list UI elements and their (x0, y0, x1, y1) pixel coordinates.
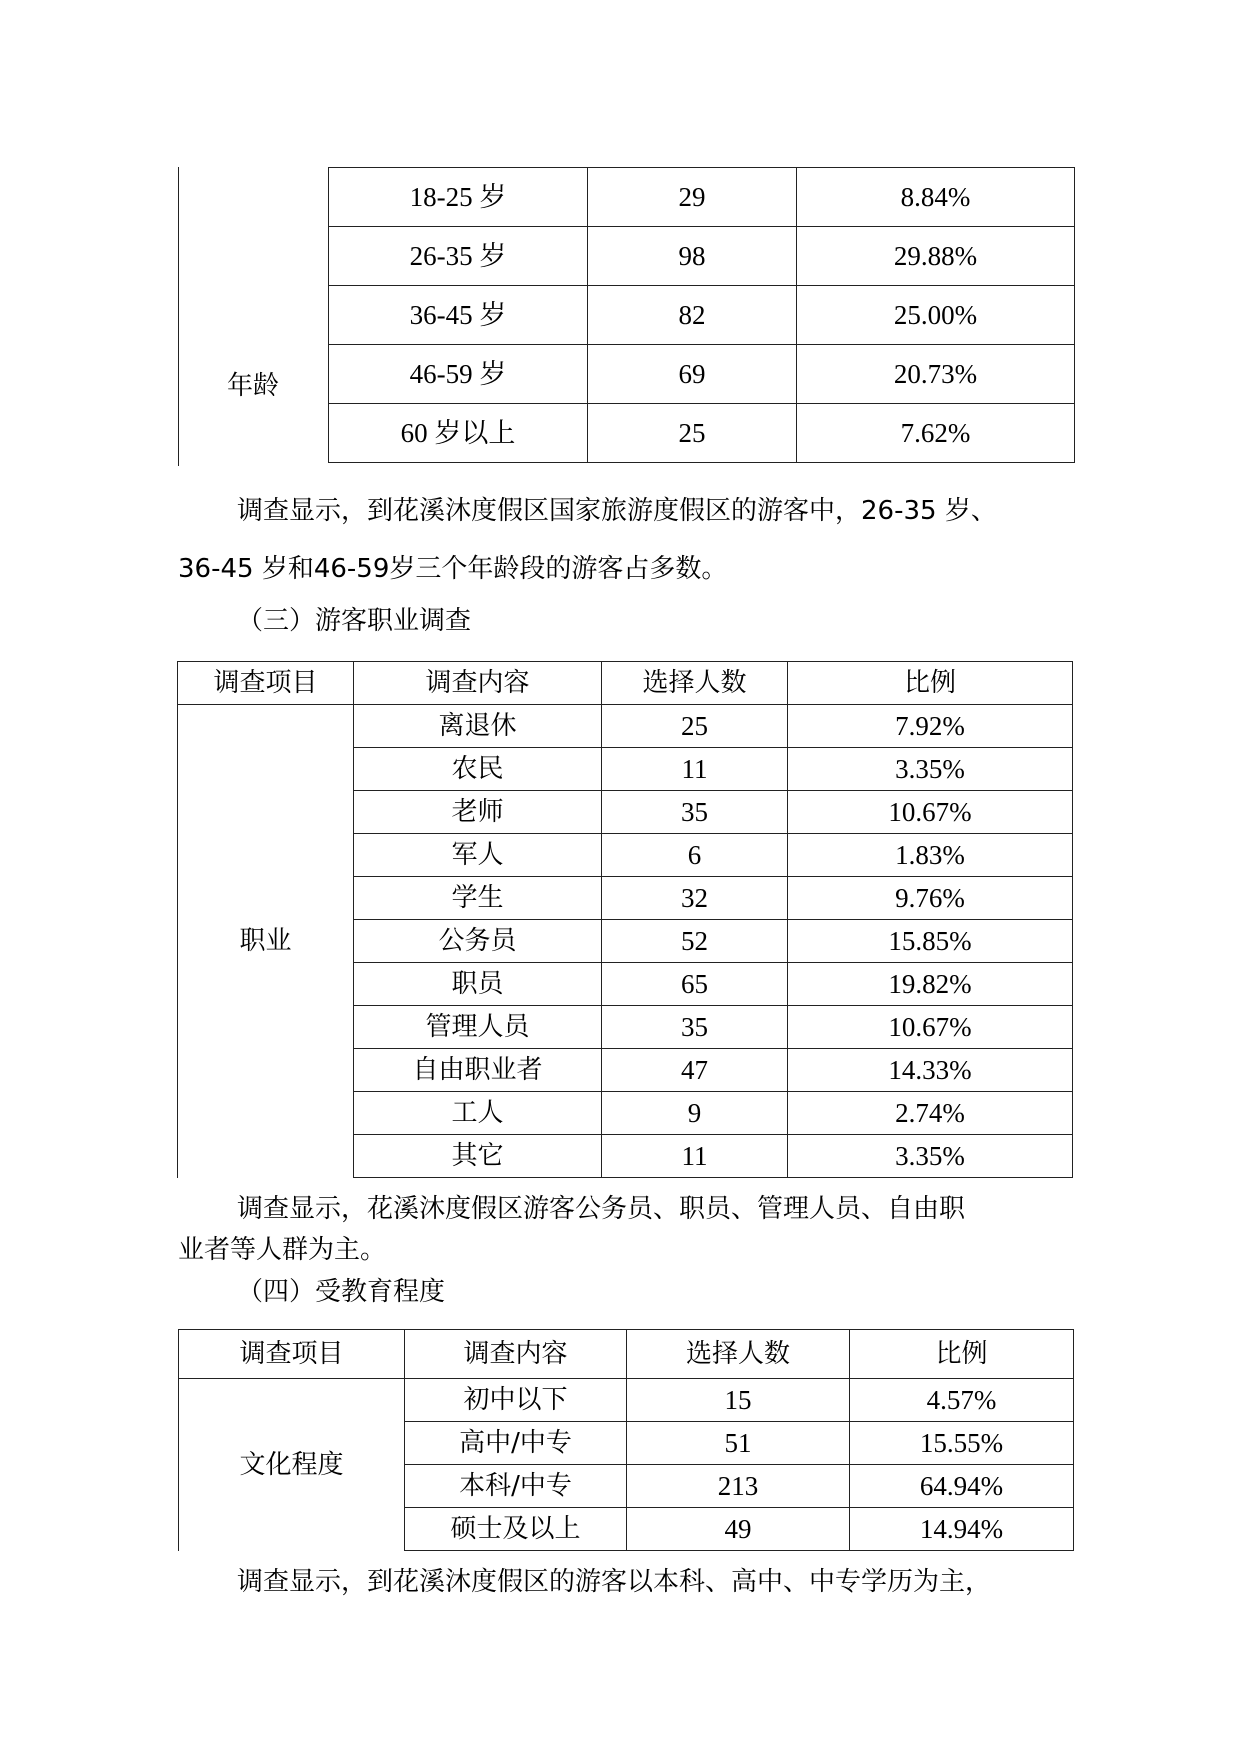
age-table (328, 167, 1075, 463)
ratio-cell: 3.35% (788, 748, 1073, 791)
count-cell: 69 (588, 345, 797, 404)
header-row (179, 1330, 1074, 1379)
age-range-cell: 18-25 岁 (329, 168, 588, 227)
ratio-cell: 64.94% (850, 1465, 1074, 1508)
content-cell: 学生 (354, 877, 602, 920)
content-cell: 公务员 (354, 920, 602, 963)
table-row (329, 168, 1075, 227)
ratio-cell: 9.76% (788, 877, 1073, 920)
content-cell: 本科/中专 (405, 1465, 627, 1508)
education-summary-line1: 调查显示，到花溪沐度假区的游客以本科、高中、中专学历为主， (237, 1567, 992, 1597)
column-header: 选择人数 (627, 1330, 850, 1379)
age-range-cell: 60 岁以上 (329, 404, 588, 463)
column-header: 调查项目 (179, 1330, 405, 1379)
count-cell: 35 (602, 1006, 788, 1049)
content-cell: 老师 (354, 791, 602, 834)
education-table (178, 1329, 1074, 1551)
count-cell: 25 (602, 705, 788, 748)
ratio-cell: 7.92% (788, 705, 1073, 748)
occupation-table (177, 661, 1073, 1178)
content-cell: 职员 (354, 963, 602, 1006)
count-cell: 11 (602, 1135, 788, 1178)
content-cell: 离退休 (354, 705, 602, 748)
count-cell: 82 (588, 286, 797, 345)
age-table-left-border (178, 167, 179, 466)
age-summary-line2: 36-45 岁和46-59岁三个年龄段的游客占多数。 (178, 554, 728, 584)
count-cell: 98 (588, 227, 797, 286)
table-row (329, 286, 1075, 345)
count-cell: 51 (627, 1422, 850, 1465)
column-header: 调查内容 (354, 662, 602, 705)
column-header: 调查项目 (178, 662, 354, 705)
category-cell: 文化程度 (179, 1379, 405, 1551)
ratio-cell: 4.57% (850, 1379, 1074, 1422)
ratio-cell: 8.84% (797, 168, 1075, 227)
column-header: 选择人数 (602, 662, 788, 705)
count-cell: 52 (602, 920, 788, 963)
column-header: 比例 (850, 1330, 1074, 1379)
column-header: 比例 (788, 662, 1073, 705)
age-category-label: 年龄 (226, 371, 279, 401)
content-cell: 军人 (354, 834, 602, 877)
ratio-cell: 10.67% (788, 791, 1073, 834)
count-cell: 213 (627, 1465, 850, 1508)
content-cell: 管理人员 (354, 1006, 602, 1049)
ratio-cell: 1.83% (788, 834, 1073, 877)
count-cell: 49 (627, 1508, 850, 1551)
age-summary-line1: 调查显示，到花溪沐度假区国家旅游度假区的游客中，26-35 岁、 (237, 496, 997, 526)
ratio-cell: 2.74% (788, 1092, 1073, 1135)
ratio-cell: 15.55% (850, 1422, 1074, 1465)
education-heading: （四）受教育程度 (237, 1277, 446, 1307)
content-cell: 初中以下 (405, 1379, 627, 1422)
ratio-cell: 20.73% (797, 345, 1075, 404)
content-cell: 工人 (354, 1092, 602, 1135)
table-row (179, 1379, 1074, 1422)
count-cell: 35 (602, 791, 788, 834)
ratio-cell: 25.00% (797, 286, 1075, 345)
count-cell: 47 (602, 1049, 788, 1092)
content-cell: 农民 (354, 748, 602, 791)
table-row (178, 705, 1073, 748)
count-cell: 15 (627, 1379, 850, 1422)
content-cell: 自由职业者 (354, 1049, 602, 1092)
table-row (329, 227, 1075, 286)
content-cell: 其它 (354, 1135, 602, 1178)
occupation-heading: （三）游客职业调查 (237, 606, 472, 636)
occupation-summary-line2: 业者等人群为主。 (178, 1235, 387, 1265)
ratio-cell: 14.33% (788, 1049, 1073, 1092)
content-cell: 高中/中专 (405, 1422, 627, 1465)
age-range-cell: 46-59 岁 (329, 345, 588, 404)
count-cell: 11 (602, 748, 788, 791)
content-cell: 硕士及以上 (405, 1508, 627, 1551)
table-row (329, 345, 1075, 404)
category-cell: 职业 (178, 705, 354, 1178)
ratio-cell: 10.67% (788, 1006, 1073, 1049)
ratio-cell: 29.88% (797, 227, 1075, 286)
ratio-cell: 14.94% (850, 1508, 1074, 1551)
column-header: 调查内容 (405, 1330, 627, 1379)
ratio-cell: 19.82% (788, 963, 1073, 1006)
occupation-summary-line1: 调查显示，花溪沐度假区游客公务员、职员、管理人员、自由职 (237, 1194, 966, 1224)
age-range-cell: 36-45 岁 (329, 286, 588, 345)
ratio-cell: 15.85% (788, 920, 1073, 963)
count-cell: 29 (588, 168, 797, 227)
count-cell: 6 (602, 834, 788, 877)
count-cell: 32 (602, 877, 788, 920)
header-row (178, 662, 1073, 705)
ratio-cell: 7.62% (797, 404, 1075, 463)
count-cell: 9 (602, 1092, 788, 1135)
ratio-cell: 3.35% (788, 1135, 1073, 1178)
age-range-cell: 26-35 岁 (329, 227, 588, 286)
table-row (329, 404, 1075, 463)
count-cell: 65 (602, 963, 788, 1006)
count-cell: 25 (588, 404, 797, 463)
